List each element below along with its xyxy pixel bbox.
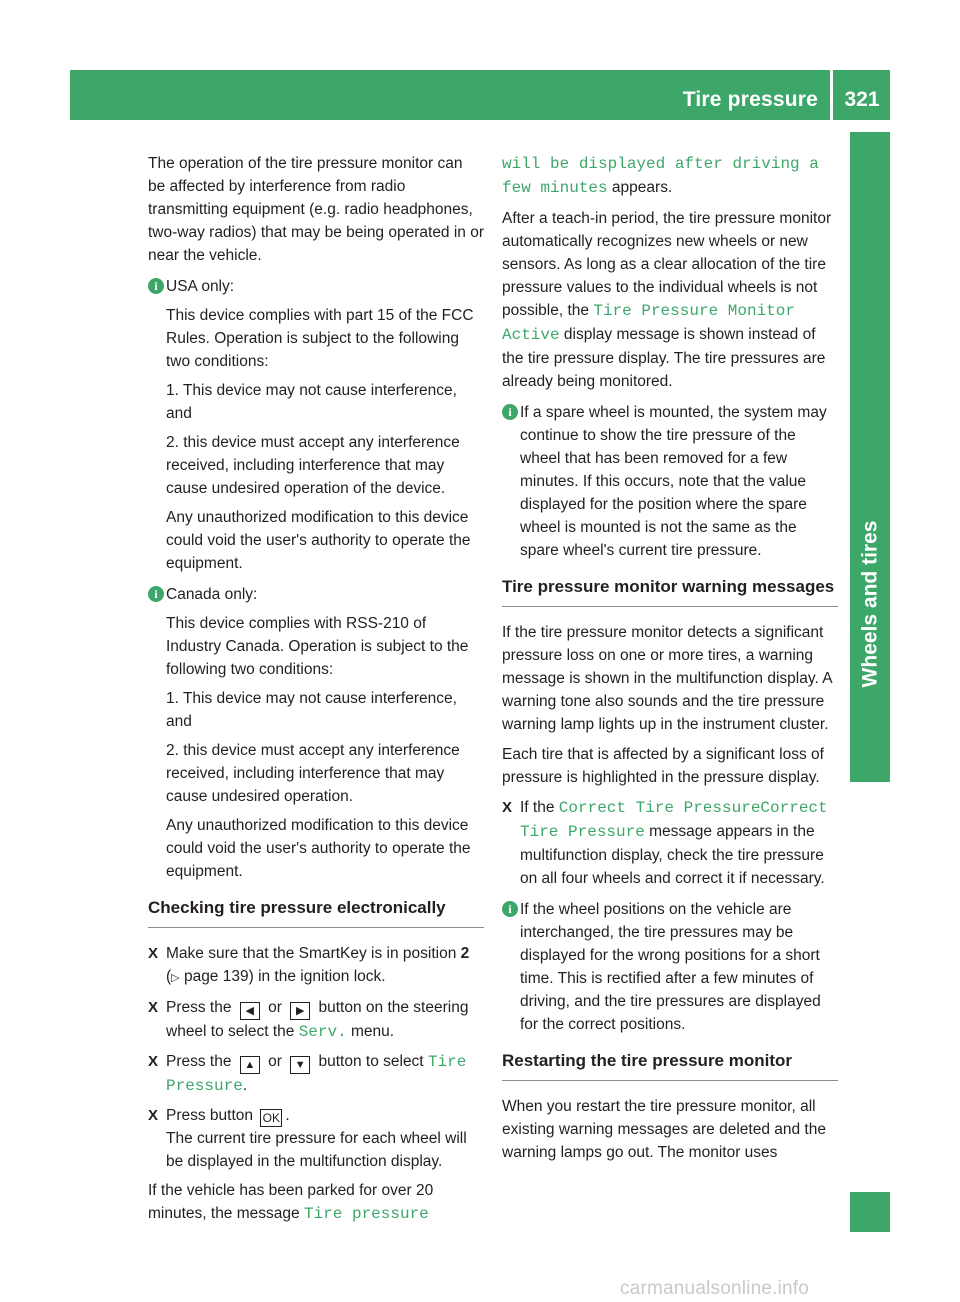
restart-paragraph: When you restart the tire pressure monitor, all existing warning messages are deleted and the warning lamps go out. The monitor uses [502,1098,826,1161]
intro-paragraph: The operation of the tire pressure monitor can be affected by interference from radio transmitting equipment (e.g. radio headphones, two-way radios) that may be being operated in or near the vehicle. [148,155,485,264]
paragraph-text: display message is shown instead of the tire pressure display. The tire pressures are already being monitored. [502,326,826,390]
canada-paragraph-1: This device complies with RSS-210 of Industry Canada. Operation is subject to the following two conditions: [166,615,469,678]
paragraph-text: appears. [607,179,673,196]
step-text: button on the steering wheel to select the [166,999,469,1040]
ignition-position: 2 [460,945,470,962]
up-button-icon: ▲ [240,1056,260,1074]
paragraph-text: After a teach-in period, the tire pressure monitor automatically recognizes new wheels or new sensors. As long as a clear allocation of the tire pressure values to the individual wheels is not possible, the [502,210,832,319]
step-text: . [242,1077,248,1094]
paragraph-text: If the vehicle has been parked for over 20 minutes, the message [148,1182,434,1222]
wheel-positions-text: If the wheel positions on the vehicle are interchanged, the tire pressures may be displayed for the wrong positions for a short time. This is rectified after a few minutes of driving, and the tire pressures are displayed for the correct positions. [520,901,821,1033]
step-text: menu. [346,1023,395,1040]
wheel-positions-info-note [502,898,838,1036]
usa-title: USA only: [166,278,235,295]
step-text: Press the [166,1053,236,1070]
header-divider [830,70,833,120]
spare-wheel-info-note [502,401,838,562]
right-column [502,152,838,1171]
canada-paragraph-3: 2. this device must accept any interference received, including interference that may cause undesired operation. [166,742,460,805]
step-text: Press button [166,1107,258,1124]
info-icon: i [148,278,164,294]
teach-in-paragraph [502,207,838,393]
canada-paragraph-4: Any unauthorized modification to this device could void the user's authority to operate the equipment. [166,817,471,880]
display-text-monitor-active: Tire Pressure Monitor Active [502,302,795,344]
canada-paragraph-2: 1. This device may not cause interference, and [166,690,457,730]
usa-paragraph-4: Any unauthorized modification to this device could void the user's authority to operate the equipment. [166,509,471,572]
step-select-tire-pressure [148,1050,484,1098]
display-text-serv: Serv. [298,1023,347,1041]
down-button-icon: ▼ [290,1056,310,1074]
heading-warning-messages: Tire pressure monitor warning messages [502,576,838,607]
heading-checking-tire-pressure: Checking tire pressure electronically [148,897,484,928]
chapter-tab [850,132,890,782]
step-text: message appears in the multifunction display, check the tire pressure on all four wheels and correct it if necessary. [520,823,825,887]
step-text: . [285,1107,290,1124]
step-result-text: The current tire pressure for each wheel will be displayed in the multifunction display. [166,1130,467,1170]
step-marker-icon: X [502,799,513,816]
step-text: page 139) in the ignition lock. [179,968,386,985]
info-icon: i [502,901,518,917]
step-marker-icon: X [148,1107,159,1124]
step-text: If the [520,799,559,816]
ok-button-icon: OK [260,1109,282,1127]
step-text: or [263,1053,287,1070]
canada-info-note [148,583,484,883]
step-marker-icon: X [148,945,159,962]
page-corner-marker [850,1192,890,1232]
step-press-ok [148,1104,484,1173]
step-marker-icon: X [148,999,159,1016]
display-text-will-be-displayed: will be displayed after driving a few minutes [502,155,819,197]
spare-wheel-text: If a spare wheel is mounted, the system may continue to show the tire pressure of the wheel that has been removed for a few minutes. If this occurs, note that the value displayed for the position where the spare wheel is mounted is not the same as the spare wheel's current tire pressure. [520,404,827,559]
watermark: carmanualsonline.info [620,1278,810,1299]
usa-paragraph-1: This device complies with part 15 of the FCC Rules. Operation is subject to the following two conditions: [166,307,474,370]
usa-paragraph-2: 1. This device may not cause interference, and [166,382,457,422]
heading-restarting-monitor: Restarting the tire pressure monitor [502,1050,838,1081]
canada-title: Canada only: [166,586,258,603]
page-header-bar [70,70,890,120]
step-smartkey [148,942,484,990]
chapter-tab-label: Wheels and tires [858,520,882,688]
step-text: Make sure that the SmartKey is in position [166,945,461,962]
warning-paragraph-1: If the tire pressure monitor detects a significant pressure loss on one or more tires, a warning message is shown in the multifunction display. A warning tone also sounds and the tire pressure warning lamp lights up in the instrument cluster. [502,624,832,733]
usa-paragraph-3: 2. this device must accept any interference received, including interference that may cause undesired operation of the device. [166,434,460,497]
step-correct-tire-pressure [502,796,838,890]
continued-paragraph [502,152,838,200]
step-text: or [263,999,287,1016]
left-column [148,152,484,1233]
section-title: Tire pressure [682,88,818,111]
left-button-icon: ◀ [240,1002,260,1020]
step-text: button to select [314,1053,428,1070]
warning-paragraph-2: Each tire that is affected by a significant loss of pressure is highlighted in the pressure display. [502,746,824,786]
step-text: ( [166,968,172,985]
step-marker-icon: X [148,1053,159,1070]
page-number: 321 [844,88,880,111]
display-text-tire-pressure: Tire Pressure [166,1053,467,1095]
info-icon: i [502,404,518,420]
page-reference-icon: ▷ [171,972,180,984]
step-select-serv [148,996,484,1044]
step-text: Press the [166,999,236,1016]
right-button-icon: ▶ [290,1002,310,1020]
usa-info-note [148,275,484,575]
info-icon: i [148,586,164,602]
display-text-tire-pressure-message: Tire pressure [303,1205,429,1223]
parked-vehicle-paragraph [148,1179,484,1226]
display-text-correct-tire-pressure: Correct Tire PressureCorrect Tire Pressure [520,799,828,841]
